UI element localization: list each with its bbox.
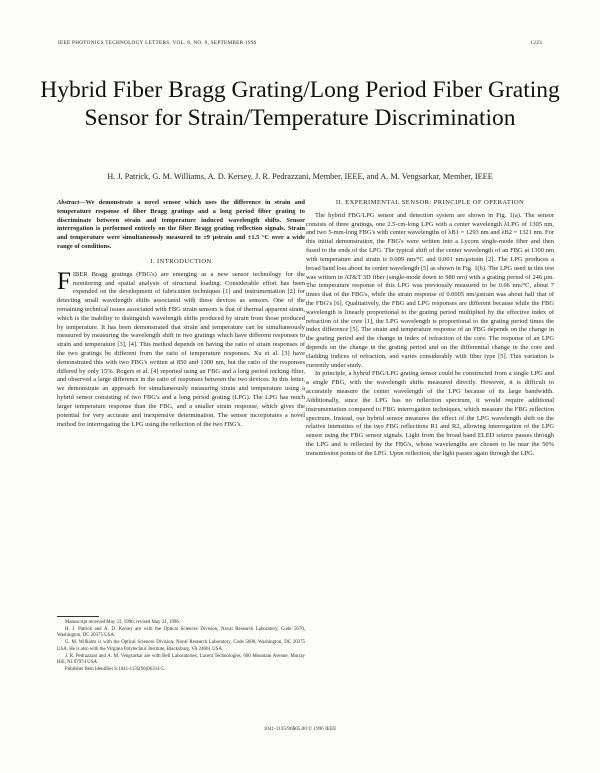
author-list: H. J. Patrick, G. M. Williams, A. D. Kersey, J. R. Pedrazzani, Member, IEEE, and A. M. Vengsarkar, Member, IEEE: [107, 172, 493, 181]
abstract-label: Abstract—: [57, 199, 86, 206]
introduction-paragraph: [57, 267, 305, 430]
footnote: H. J. Patrick and A. D. Kersey are with the Optical Sciences Division, Naval Research Laboratory, Code 5670, Washington, DC 20375 USA.: [57, 626, 305, 639]
copyright-footer: 1041-1135/96$05.00 © 1996 IEEE: [263, 726, 337, 732]
abstract: [57, 199, 305, 252]
footnote: J. R. Pedrazzani and A. M. Vengsarkar are with Bell Laboratories, Lucent Technologies, 600 Mountain Avenue, Murray Hill, NJ 07974 USA.: [57, 653, 305, 666]
page-number: 1223: [530, 40, 542, 46]
footnote: Manuscript received May 23, 1996; revised May 31, 1996.: [65, 620, 181, 625]
footnote: Publisher Item Identifier S 1041-1135(96)06314-5.: [65, 666, 165, 672]
principle-paragraph-2: In principle, a hybrid FBG/LPG grating sensor could be constructed from a single LPG and a single FBG, with the wavelength shifts measured directly. However, it is difficult to accurately measure the center wavelength of the LPG because of its large bandwidth. Additionally, since the LPG has no reflection spectrum, it would require additional instrumentation compared to FBG interrogation techniques, which measure the FBG reflection spectrum. Instead, our hybrid sensor measures the effect of the LPG wavelength shift on the relative intensities of the two FBG reflections R1 and R2, allowing interrogation of the LPG sensor using the FBG sensor signals. Light from the broad band ELED source passes through the LPG and is reflected by the FBG's, whose wavelengths are chosen to lie near the 50% transmission points of the LPG. Upon reflection, the light passes again through the LPG.: [306, 370, 554, 457]
right-column: [306, 199, 554, 459]
section-heading-principle: II. EXPERIMENTAL SENSOR: PRINCIPLE OF OPERATION: [335, 199, 525, 206]
left-column: [57, 199, 305, 429]
footnote: G. M. Williams is with the Optical Sciences Division, Naval Research Laboratory, Code 5600, Washington, DC 20375 USA. He is also with the Virginia Polytechnic Institute, Blacksburg, VA 24061 USA.: [57, 640, 305, 652]
journal-header: IEEE PHOTONICS TECHNOLOGY LETTERS, VOL. 8, NO. 9, SEPTEMBER 1996: [58, 40, 257, 46]
introduction-text: IBER Bragg gratings (FBG's) are emerging as a new sensor technology for the monitoring and spatial analysis of structural loading. Considerable effort has been expended on the development of fabrication techniques [1] and instrumentation [2] for detecting small wavelength shifts associated with these devices as sensors. One of the remaining technical issues associated with FBG strain sensors is that of thermal apparent strain, which is the inability to distinguish wavelength shifts produced by strain from those produced by temperature. It has been demonstrated that strain and temperature can be simultaneously measured by measuring the wavelength shift in two gratings which have different responses to strain and temperature [3], [4]. This method depends on having the ratio of strain responses of the two gratings be different from the ratio of temperature responses. Xu et al. [3] have demonstrated this with two FBG's written at 850 and 1300 nm, but the ratio of the responses differed by only 15%. Rogers et al. [4] reported using an FBG and a long period rocking filter, and observed a large difference in the ratio of responses between the two devices. In this letter, we demonstrate an approach for simultaneously measuring strain and temperature using a hybrid sensor consisting of two FBG's and a long period grating (LPG). The LPG has much larger temperature response than the FBG, and a smaller strain response, which gives the potential for very accurate and inexpensive determination. The sensor incorporates a novel method for interrogating the LPG using the reflection of the two FBG's.: [57, 270, 305, 428]
running-head: [58, 40, 542, 50]
principle-paragraph-1: The hybrid FBG/LPG sensor and detection system are shown in Fig. 1(a). The sensor consists of three gratings, one 2.5-cm-long LPG with a center wavelength λLPG of 1305 nm, and two 5-mm-long FBG's with center wavelengths of λB1 = 1293 nm and λB2 = 1321 nm. For this initial demonstration, the FBG's were written into a Lycom single-mode fiber and then fused to the ends of the LPG. The typical shift of the center wavelength of an FBG at 1300 nm with temperature and strain is 0.009 nm/°C and 0.001 nm/μstrain [2]. The LPG produces a broad band loss about its center wavelength [5] as shown in Fig. 1(b). The LPG used in this test was written in AT&T 3D fiber (single-mode down to 980 nm) with a grating period of 246 μm. The temperature response of this LPG was previously measured to be 0.06 nm/°C, about 7 times that of the FBG's, while the strain response of 0.0005 nm/μstrain was about half that of the FBG's [6]. Qualitatively, the FBG and LPG responses are different because while the FBG wavelength is linearly proportional to the grating period multiplied by the effective index of refraction of the core [1], the LPG wavelength is proportional to the grating period times the index difference [5]. The strain and temperature response of an FBG depends on the change in the grating period and the change in index of refraction of the core. The response of an LPG depends on the change in the grating period and on the differential change in the core and cladding indices of refraction, and varies considerably with fiber type [5]. This variation is currently under study.: [306, 211, 554, 369]
section-heading-introduction: I. INTRODUCTION: [150, 257, 212, 265]
abstract-text: We demonstrate a novel sensor which uses the difference in strain and temperature response of fiber Bragg gratings and a long period fiber grating to discriminate between strain and temperature induced wavelength shifts. Sensor interrogation is performed entirely on the fiber Bragg grating reflection signals. Strain and temperature were simultaneously measured to ±9 μstrain and ±1.5 °C over a wide range of conditions.: [57, 199, 305, 251]
drop-cap: F: [57, 267, 71, 295]
footnote-rule: [57, 616, 99, 617]
footnotes: [57, 620, 305, 674]
paper-title: Hybrid Fiber Bragg Grating/Long Period Fiber Grating Sensor for Strain/Temperature Discrimination: [40, 77, 560, 131]
